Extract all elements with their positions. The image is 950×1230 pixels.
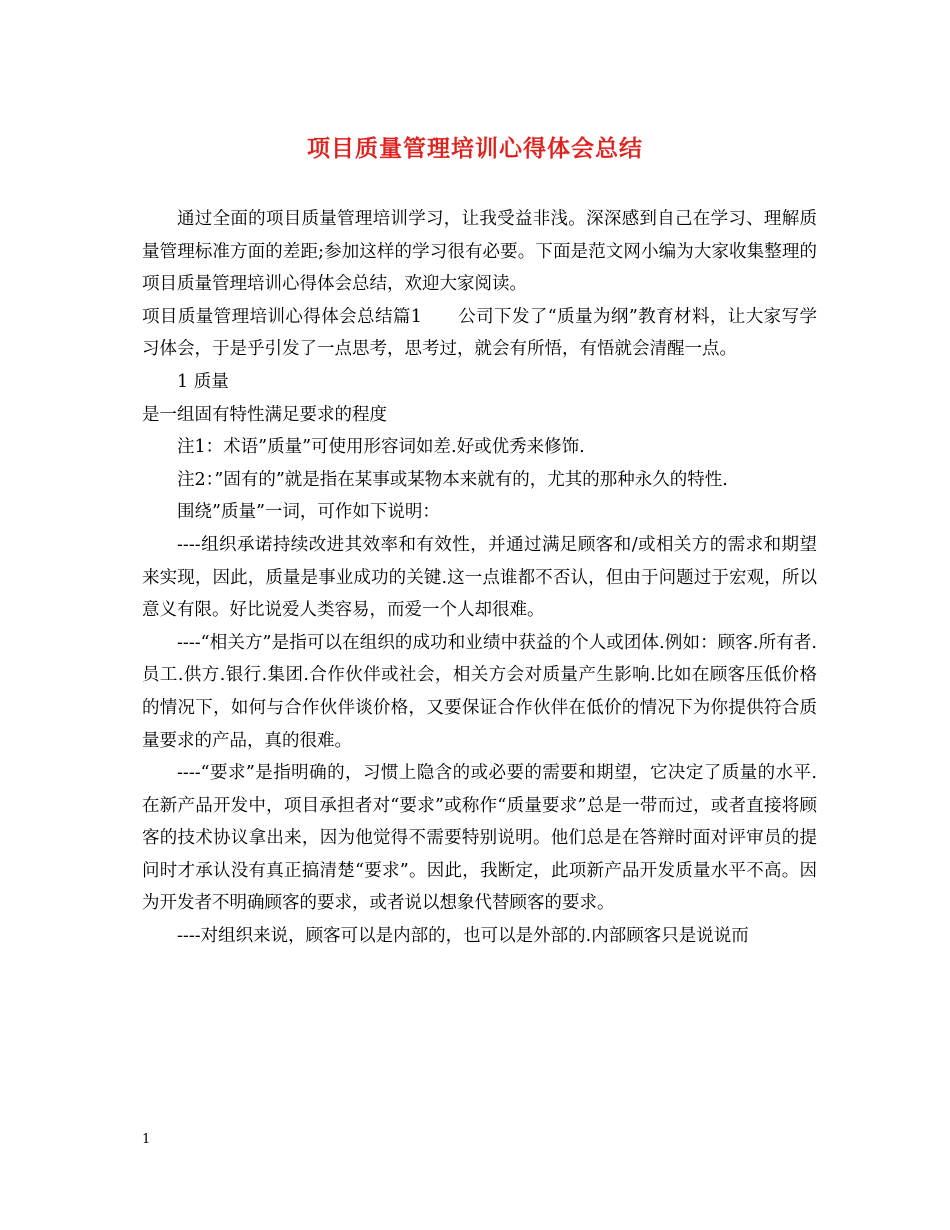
paragraph-section-1-intro: 项目质量管理培训心得体会总结篇1 公司下发了“质量为纲”教育材料，让大家写学习体会，于是乎引发了一点思考，思考过，就会有所悟，有悟就会清醒一点。 (142, 306, 817, 360)
document-title: 项目质量管理培训心得体会总结 (307, 135, 643, 162)
document-body (142, 203, 817, 953)
paragraph-point-customers: ----对组织来说，顾客可以是内部的，也可以是外部的.内部顾客只是说说而 (177, 926, 749, 947)
paragraph-intro: 通过全面的项目质量管理培训学习，让我受益非浅。深深感到自己在学习、理解质量管理标准方面的差距;参加这样的学习很有必要。下面是范文网小编为大家收集整理的项目质量管理培训心得体会总结，欢迎大家阅读。 (142, 209, 817, 295)
paragraph-explanation-lead: 围绕”质量”一词，可作如下说明： (177, 502, 440, 523)
page-number: 1 (142, 1132, 151, 1147)
paragraph-note-2: 注2：”固有的”就是指在某事或某物本来就有的，尤其的那种永久的特性. (177, 469, 728, 490)
paragraph-heading-quality: 1 质量 (177, 371, 229, 392)
paragraph-point-stakeholders: ----“相关方”是指可以在组织的成功和业绩中获益的个人或团体.例如：顾客.所有者.员工.供方.银行.集团.合作伙伴或社会，相关方会对质量产生影响.比如在顾客压低价格的情况下，如何与合作伙伴谈价格，又要保证合作伙伴在低价的情况下为你提供符合质量要求的产品，真的很难。 (142, 632, 817, 751)
paragraph-point-commitment: ----组织承诺持续改进其效率和有效性，并通过满足顾客和/或相关方的需求和期望来实现，因此，质量是事业成功的关键.这一点谁都不否认，但由于问题过于宏观，所以意义有限。好比说爱人类容易，而爱一个人却很难。 (142, 534, 817, 621)
paragraph-quality-definition: 是一组固有特性满足要求的程度 (142, 404, 387, 425)
paragraph-point-requirements: ----“要求”是指明确的，习惯上隐含的或必要的需要和期望，它决定了质量的水平.在新产品开发中，项目承担者对“要求”或称作“质量要求”总是一带而过，或者直接将顾客的技术协议拿出来，因为他觉得不需要特别说明。他们总是在答辩时面对评审员的提问时才承认没有真正搞清楚“要求”。因此，我断定，此项新产品开发质量水平不高。因为开发者不明确顾客的要求，或者说以想象代替顾客的要求。 (142, 763, 817, 914)
paragraph-note-1: 注1：术语”质量”可使用形容词如差.好或优秀来修饰. (177, 437, 585, 458)
